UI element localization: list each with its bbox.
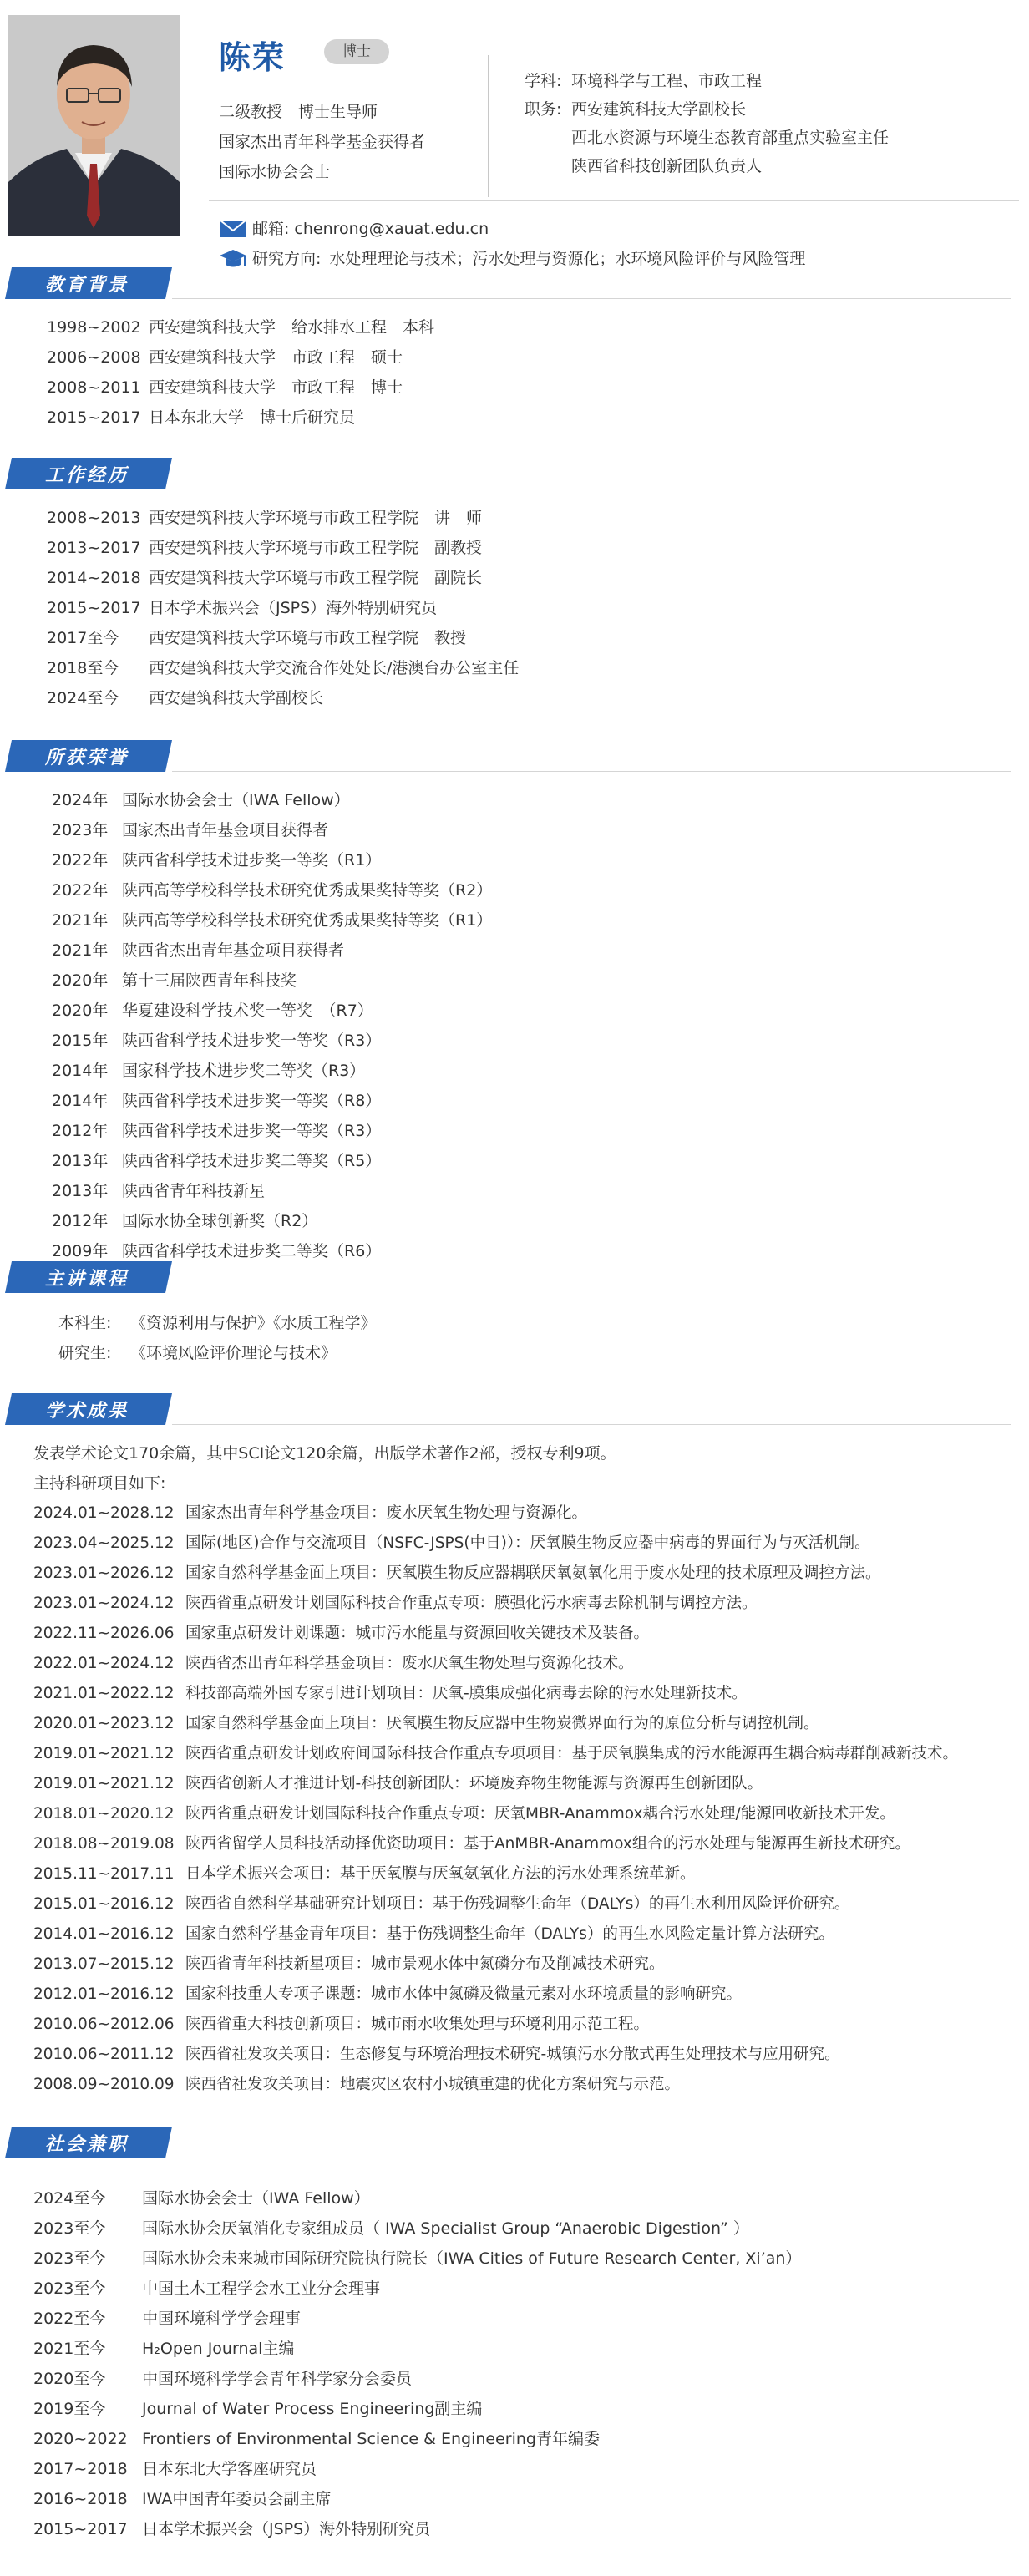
period: 2015~2017 (33, 2520, 128, 2538)
entry-text: 科技部高端外国专家引进计划项目：厌氧-膜集成强化病毒去除的污水处理新技术。 (185, 1685, 748, 1702)
list-item (52, 1086, 492, 1116)
list-item (47, 623, 519, 653)
course-level: 研究生: (58, 1344, 112, 1362)
entry-text: 西安建筑科技大学环境与市政工程学院 讲 师 (149, 509, 483, 527)
section-header-academic (5, 1393, 172, 1425)
period: 2024至今 (47, 689, 119, 707)
period: 2024至今 (33, 2189, 106, 2208)
list-item (58, 1338, 377, 1368)
title-list (219, 97, 425, 187)
period: 2006~2008 (47, 348, 141, 367)
list-item (33, 1559, 958, 1589)
year: 2022年 (52, 881, 109, 900)
social-list (33, 2183, 801, 2544)
period: 1998~2002 (47, 318, 141, 337)
entry-text: 国家杰出青年科学基金项目：废水厌氧生物处理与资源化。 (185, 1504, 588, 1522)
list-item (33, 1889, 958, 1919)
entry-text: 国家自然科学基金面上项目：厌氧膜生物反应器中生物炭微界面行为的原位分析与调控机制。 (185, 1715, 819, 1732)
list-item (52, 905, 492, 936)
entry-text: H₂Open Journal主编 (142, 2340, 295, 2358)
section-title: 学术成果 (45, 1401, 129, 1422)
list-item (33, 1739, 958, 1769)
title-item: 国家杰出青年科学基金获得者 (219, 133, 426, 151)
year: 2014年 (52, 1062, 109, 1080)
period: 2023至今 (33, 2249, 106, 2268)
section-title: 教育背景 (45, 275, 129, 296)
period: 2015.11~2017.11 (33, 1865, 175, 1883)
list-item (33, 2334, 801, 2364)
entry-text: 日本学术振兴会（JSPS）海外特别研究员 (142, 2520, 431, 2538)
entry-text: 《资源利用与保护》《水质工程学》 (130, 1314, 377, 1332)
list-item (33, 1829, 958, 1859)
list-item (47, 373, 434, 403)
year: 2020年 (52, 971, 109, 990)
research-value: 水处理理论与技术；污水处理与资源化；水环境风险评价与风险管理 (329, 250, 806, 268)
projects-list (33, 1498, 958, 2100)
research-row (219, 244, 805, 274)
title-item: 国际水协会会士 (219, 163, 331, 181)
list-item (33, 1498, 958, 1529)
education-list (47, 312, 434, 433)
entry-text: 日本学术振兴会项目：基于厌氧膜与厌氧氨氧化方法的污水处理系统革新。 (185, 1865, 696, 1883)
entry-text: 国家杰出青年基金项目获得者 (122, 821, 329, 839)
entry-text: 陕西省重点研发计划国际科技合作重点专项：厌氧MBR-Anammox耦合污水处理/能源回收新技术开发。 (185, 1805, 895, 1823)
position-info (525, 67, 889, 180)
entry-text: 华夏建设科学技术奖一等奖 （R7） (122, 1001, 373, 1020)
entry-text: 中国环境科学学会理事 (142, 2310, 302, 2328)
entry-text: 陕西省社发攻关项目：地震灾区农村小城镇重建的优化方案研究与示范。 (185, 2076, 681, 2093)
list-item (52, 785, 492, 815)
section-title: 主讲课程 (45, 1269, 129, 1290)
person-name: 陈荣 (219, 39, 286, 76)
entry-text: IWA中国青年委员会副主席 (142, 2490, 332, 2508)
section-rule (172, 298, 1011, 299)
list-item (52, 996, 492, 1026)
entry-text: 陕西省自然科学基础研究计划项目：基于伤残调整生命年（DALYs）的再生水利用风险评价研究。 (185, 1895, 850, 1913)
period: 2008.09~2010.09 (33, 2076, 175, 2093)
entry-text: 国际水协会会士（IWA Fellow） (142, 2189, 370, 2208)
section-rule (172, 1424, 1011, 1425)
list-item (33, 1649, 958, 1679)
section-header-education (5, 267, 172, 299)
year: 2014年 (52, 1092, 109, 1110)
period: 2008~2011 (47, 378, 141, 397)
period: 2015~2017 (47, 408, 141, 427)
duty-row (525, 95, 889, 124)
duty-row (525, 124, 889, 152)
entry-text: 陕西省科学技术进步奖二等奖（R6） (122, 1242, 382, 1260)
entry-text: 陕西省社发攻关项目：生态修复与环境治理技术研究-城镇污水分散式再生处理技术与应用研究。 (185, 2046, 840, 2063)
entry-text: 西安建筑科技大学交流合作处处长/港澳台办公室主任 (149, 659, 520, 677)
duty-value: 西北水资源与环境生态教育部重点实验室主任 (571, 129, 890, 147)
period: 2019.01~2021.12 (33, 1745, 175, 1762)
list-item (33, 1980, 958, 2010)
period: 2023至今 (33, 2219, 106, 2238)
entry-text: 陕西省留学人员科技活动择优资助项目：基于AnMBR-Anammox组合的污水处理与能源再生新技术研究。 (185, 1835, 910, 1853)
list-item (52, 1146, 492, 1176)
year: 2024年 (52, 791, 109, 809)
list-item (52, 875, 492, 905)
period: 2018.01~2020.12 (33, 1805, 175, 1823)
list-item (33, 2213, 801, 2244)
period: 2022.11~2026.06 (33, 1625, 175, 1642)
period: 2021至今 (33, 2340, 106, 2358)
entry-text: 国家自然科学基金面上项目：厌氧膜生物反应器耦联厌氧氨氧化用于废水处理的技术原理及调控方法。 (185, 1564, 881, 1582)
year: 2013年 (52, 1152, 109, 1170)
list-item (33, 2394, 801, 2424)
entry-text: 陕西省科学技术进步奖一等奖（R3） (122, 1032, 382, 1050)
period: 2020至今 (33, 2370, 106, 2388)
duty-value: 西安建筑科技大学副校长 (571, 100, 747, 119)
entry-text: 国家科学技术进步奖二等奖（R3） (122, 1062, 366, 1080)
list-item (52, 815, 492, 845)
list-item (33, 2454, 801, 2484)
entry-text: 西安建筑科技大学 市政工程 博士 (149, 378, 403, 397)
work-list (47, 503, 519, 713)
list-item (33, 2070, 958, 2100)
period: 2017~2018 (33, 2460, 128, 2478)
period: 2014~2018 (47, 569, 141, 587)
list-item (47, 593, 519, 623)
academic-summary: 发表学术论文170余篇，其中SCI论文120余篇，出版学术著作2部，授权专利9项。 (33, 1444, 616, 1463)
entry-text: 陕西省重大科技创新项目：城市雨水收集处理与环境利用示范工程。 (185, 2016, 650, 2033)
entry-text: 中国土木工程学会水工业分会理事 (142, 2279, 381, 2298)
degree-badge: 博士 (324, 39, 389, 64)
period: 2013~2017 (47, 539, 141, 557)
entry-text: 陕西省青年科技新星项目：城市景观水体中氮磷分布及削减技术研究。 (185, 1955, 665, 1973)
entry-text: 陕西省科学技术进步奖二等奖（R5） (122, 1152, 382, 1170)
course-level: 本科生: (58, 1314, 112, 1332)
email-label: 邮箱: (252, 220, 290, 238)
list-item (33, 2424, 801, 2454)
title-item: 二级教授 博士生导师 (219, 103, 378, 121)
list-item (33, 2183, 801, 2213)
year: 2009年 (52, 1242, 109, 1260)
entry-text: 日本东北大学客座研究员 (142, 2460, 317, 2478)
entry-text: 西安建筑科技大学副校长 (149, 689, 324, 707)
entry-text: 国家科技重大专项子课题：城市水体中氮磷及微量元素对水环境质量的影响研究。 (185, 1985, 743, 2003)
list-item (52, 1056, 492, 1086)
list-item (47, 312, 434, 342)
entry-text: 中国环境科学学会青年科学家分会委员 (142, 2370, 413, 2388)
list-item (33, 2040, 958, 2070)
research-label: 研究方向: (252, 250, 322, 268)
list-item (33, 1709, 958, 1739)
entry-text: 陕西省重点研发计划国际科技合作重点专项：膜强化污水病毒去除机制与调控方法。 (185, 1595, 758, 1612)
awards-list (52, 785, 492, 1266)
list-item (33, 1799, 958, 1829)
period: 2018.08~2019.08 (33, 1835, 175, 1853)
list-item (47, 503, 519, 533)
period: 2023.04~2025.12 (33, 1534, 175, 1552)
period: 2023.01~2026.12 (33, 1564, 175, 1582)
year: 2012年 (52, 1122, 109, 1140)
list-item (52, 845, 492, 875)
list-item (47, 342, 434, 373)
courses-list (58, 1308, 377, 1368)
list-item (33, 2010, 958, 2040)
entry-text: 陕西省杰出青年基金项目获得者 (122, 941, 345, 960)
entry-text: 西安建筑科技大学环境与市政工程学院 副院长 (149, 569, 483, 587)
period: 2010.06~2012.06 (33, 2016, 175, 2033)
year: 2015年 (52, 1032, 109, 1050)
list-item (33, 1589, 958, 1619)
entry-text: Frontiers of Environmental Science & Engineering青年编委 (142, 2430, 600, 2448)
entry-text: 陕西省青年科技新星 (122, 1182, 266, 1200)
period: 2019.01~2021.12 (33, 1775, 175, 1793)
graduation-cap-icon (219, 247, 247, 271)
entry-text: 陕西省科学技术进步奖一等奖（R8） (122, 1092, 382, 1110)
entry-text: 西安建筑科技大学环境与市政工程学院 教授 (149, 629, 467, 647)
discipline-label: 学科: (525, 72, 562, 90)
section-header-work (5, 458, 172, 489)
entry-text: 陕西省创新人才推进计划-科技创新团队：环境废弃物生物能源与资源再生创新团队。 (185, 1775, 763, 1793)
period: 2022至今 (33, 2310, 106, 2328)
entry-text: 西安建筑科技大学 市政工程 硕士 (149, 348, 403, 367)
period: 2020.01~2023.12 (33, 1715, 175, 1732)
entry-text: 陕西省重点研发计划政府间国际科技合作重点专项项目：基于厌氧膜集成的污水能源再生耦合病毒群削减新技术。 (185, 1745, 959, 1762)
period: 2013.07~2015.12 (33, 1955, 175, 1973)
entry-text: 国际(地区)合作与交流项目（NSFC-JSPS(中日)）：厌氧膜生物反应器中病毒的界面行为与灭活机制。 (185, 1534, 870, 1552)
entry-text: 国际水协全球创新奖（R2） (122, 1212, 318, 1230)
list-item (58, 1308, 377, 1338)
list-item (33, 2244, 801, 2274)
list-item (47, 403, 434, 433)
portrait-image (8, 15, 180, 236)
duty-value: 陕西省科技创新团队负责人 (571, 157, 763, 175)
period: 2022.01~2024.12 (33, 1655, 175, 1672)
section-header-social (5, 2127, 172, 2158)
entry-text: 西安建筑科技大学环境与市政工程学院 副教授 (149, 539, 483, 557)
period: 2023.01~2024.12 (33, 1595, 175, 1612)
header-divider (488, 55, 489, 197)
entry-text: 国际水协会未来城市国际研究院执行院长（IWA Cities of Future Research Center, Xi’an） (142, 2249, 802, 2268)
list-item (47, 563, 519, 593)
list-item (33, 1769, 958, 1799)
entry-text: 国际水协会会士（IWA Fellow） (122, 791, 350, 809)
period: 2008~2013 (47, 509, 141, 527)
year: 2021年 (52, 911, 109, 930)
period: 2023至今 (33, 2279, 106, 2298)
duty-row (525, 152, 889, 180)
list-item (33, 2304, 801, 2334)
header-rule (209, 200, 1019, 201)
email-link[interactable]: chenrong@xauat.edu.cn (294, 220, 489, 238)
list-item (33, 2274, 801, 2304)
email-row (219, 214, 805, 244)
year: 2023年 (52, 821, 109, 839)
entry-text: 陕西省科学技术进步奖一等奖（R3） (122, 1122, 382, 1140)
period: 2018至今 (47, 659, 119, 677)
list-item (33, 1619, 958, 1649)
period: 2024.01~2028.12 (33, 1504, 175, 1522)
list-item (47, 533, 519, 563)
section-rule (172, 771, 1011, 772)
projects-intro: 主持科研项目如下: (33, 1474, 166, 1493)
period: 2016~2018 (33, 2490, 128, 2508)
period: 2015~2017 (47, 599, 141, 617)
year: 2021年 (52, 941, 109, 960)
year: 2012年 (52, 1212, 109, 1230)
entry-text: 国家重点研发计划课题：城市污水能量与资源回收关键技术及装备。 (185, 1625, 650, 1642)
year: 2022年 (52, 851, 109, 870)
section-title: 社会兼职 (45, 2134, 129, 2155)
list-item (33, 1529, 958, 1559)
list-item (52, 966, 492, 996)
period: 2020~2022 (33, 2430, 128, 2448)
list-item (47, 653, 519, 683)
list-item (33, 2484, 801, 2514)
mail-icon (219, 217, 247, 241)
contact-info (219, 214, 805, 274)
entry-text: 陕西高等学校科学技术研究优秀成果奖特等奖（R1） (122, 911, 493, 930)
list-item (52, 1206, 492, 1236)
entry-text: 日本东北大学 博士后研究员 (149, 408, 356, 427)
list-item (33, 1919, 958, 1950)
list-item (33, 2514, 801, 2544)
discipline-value: 环境科学与工程、市政工程 (571, 72, 763, 90)
section-title: 所获荣誉 (45, 748, 129, 768)
entry-text: 国家自然科学基金青年项目：基于伤残调整生命年（DALYs）的再生水风险定量计算方法研究。 (185, 1925, 834, 1943)
entry-text: 陕西省杰出青年科学基金项目：废水厌氧生物处理与资源化技术。 (185, 1655, 634, 1672)
entry-text: 陕西高等学校科学技术研究优秀成果奖特等奖（R2） (122, 881, 493, 900)
period: 2021.01~2022.12 (33, 1685, 175, 1702)
list-item (52, 1176, 492, 1206)
list-item (33, 1859, 958, 1889)
list-item (33, 2364, 801, 2394)
list-item (52, 1116, 492, 1146)
profile-photo (8, 15, 180, 236)
section-title: 工作经历 (45, 465, 129, 486)
entry-text: Journal of Water Process Engineering副主编 (142, 2400, 483, 2418)
year: 2020年 (52, 1001, 109, 1020)
period: 2019至今 (33, 2400, 106, 2418)
period: 2017至今 (47, 629, 119, 647)
duty-label: 职务: (525, 100, 562, 119)
entry-text: 第十三届陕西青年科技奖 (122, 971, 297, 990)
period: 2010.06~2011.12 (33, 2046, 175, 2063)
entry-text: 日本学术振兴会（JSPS）海外特别研究员 (149, 599, 438, 617)
list-item (52, 1026, 492, 1056)
year: 2013年 (52, 1182, 109, 1200)
period: 2014.01~2016.12 (33, 1925, 175, 1943)
list-item (33, 1679, 958, 1709)
entry-text: 陕西省科学技术进步奖一等奖（R1） (122, 851, 382, 870)
discipline-row (525, 67, 889, 95)
entry-text: 《环境风险评价理论与技术》 (130, 1344, 337, 1362)
list-item (47, 683, 519, 713)
period: 2012.01~2016.12 (33, 1985, 175, 2003)
list-item (52, 936, 492, 966)
entry-text: 国际水协会厌氧消化专家组成员（ IWA Specialist Group “Anaerobic Digestion” ） (142, 2219, 749, 2238)
section-header-awards (5, 740, 172, 772)
section-header-courses (5, 1261, 172, 1293)
entry-text: 西安建筑科技大学 给水排水工程 本科 (149, 318, 435, 337)
period: 2015.01~2016.12 (33, 1895, 175, 1913)
list-item (33, 1950, 958, 1980)
